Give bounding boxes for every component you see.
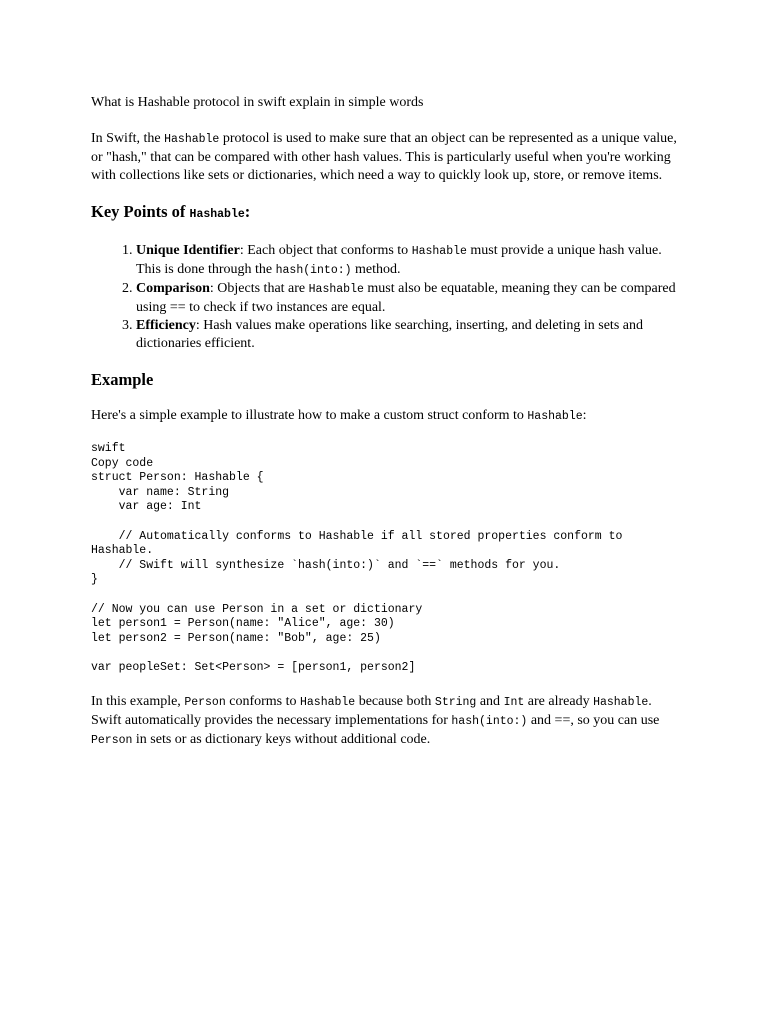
point-text: : Objects that are [209,281,309,296]
intro-text: protocol is used to make sure that an object can be represented as a unique value, or "hash," that can be compared with other hash values. This is particularly useful when you're working with collections like sets or dictionaries, which need a way to quickly look up, store, or remove items. [91,131,677,183]
outro-text: because both [355,693,435,709]
list-item [136,280,683,317]
list-item [136,317,683,353]
key-points-list [91,242,683,353]
point-text: : Each object that conforms to [239,243,412,258]
intro-paragraph [91,130,683,185]
outro-text: conforms to [225,693,300,709]
inline-code: Hashable [164,133,220,146]
heading-text: Key Points of [91,202,190,221]
inline-code: Hashable [189,208,245,221]
inline-code: Hashable [593,695,649,709]
intro-text: In Swift, the [91,131,165,146]
heading-suffix: : [244,202,251,221]
inline-code: Int [503,695,525,709]
outro-text: are already [524,693,594,709]
inline-code: Person [184,695,226,709]
key-points-heading [91,201,683,226]
list-item [136,242,683,280]
inline-code: Hashable [300,695,356,709]
example-intro-text: : [582,408,587,423]
example-intro-paragraph [91,407,683,426]
point-label: Unique Identifier [136,243,240,258]
example-intro-text: Here's a simple example to illustrate how to make a custom struct conform to [91,408,528,423]
question-text: What is Hashable protocol in swift explain in simple words [91,95,424,110]
point-text: must also be equatable, meaning they can be compared using == to check if two instances are equal. [136,281,676,315]
point-label: Comparison [136,281,210,296]
inline-code: String [434,695,477,709]
outro-text: and ==, so you can use [527,712,660,728]
point-text: : Hash values make operations like searching, inserting, and deleting in sets and dictionaries efficient. [136,318,643,351]
outro-text: In this example, [91,693,185,709]
inline-code: Hashable [527,410,583,423]
outro-paragraph [91,693,683,750]
document-page [91,94,683,750]
point-label: Efficiency [136,318,196,333]
example-heading: Example [91,370,154,389]
outro-text: . Swift automatically provides the necessary implementations for [91,693,652,728]
inline-code: Person [91,733,133,747]
outro-text: and [476,693,504,709]
inline-code: hash(into:) [451,714,528,728]
inline-code: hash(into:) [275,264,352,277]
point-text: must provide a unique hash value. This is done through the [136,243,662,277]
inline-code: Hashable [308,283,364,296]
outro-text: in sets or as dictionary keys without additional code. [132,731,431,747]
inline-code: Hashable [411,245,467,258]
point-text: method. [351,262,401,277]
code-block: swift Copy code struct Person: Hashable { var name: String var age: Int // Automatically conforms to Hashable if all stored properties conform to Hashable. // Swift will synthesize `hash(into:)` and `==` methods for you. } // Now you can use Person in a set or dictionary let person1 = Person(name: "Alice", age: 30) let person2 = Person(name: "Bob", age: 25) var peopleSet: Set<Person> = [person1, person2] [91,442,623,674]
